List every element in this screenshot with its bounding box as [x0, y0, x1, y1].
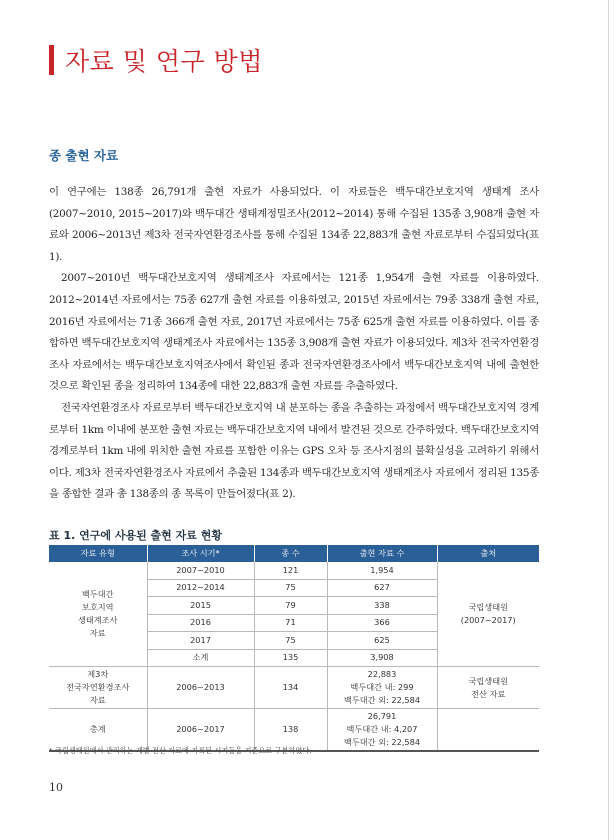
data-type-cell: 제3차 전국자연환경조사 자료 — [49, 667, 147, 709]
column-header: 출처 — [437, 545, 539, 562]
source-cell: 국립생태원 전산 자료 — [437, 667, 539, 709]
column-header: 출현 자료 수 — [327, 545, 437, 562]
body-text — [49, 182, 539, 506]
subsection-title: 종 출현 자료 — [49, 148, 119, 163]
records-cell: 625 — [327, 632, 437, 650]
records-cell: 22,883 백두대간 내: 299 백두대간 외: 22,584 — [327, 667, 437, 709]
species-cell: 134 — [254, 667, 327, 709]
records-cell: 1,954 — [327, 562, 437, 579]
paragraph: 이 연구에는 138종 26,791개 출현 자료가 사용되었다. 이 자료들은 백두대간보호지역 생태계 조사(2007~2010, 2015~2017)와 백두대간 생태계정밀조사(2012~2014) 통해 수집된 135종 3,908개 출현 자료와 2006~2013년 제3차 전국자연환경조사를 통해 수집된 134종 22,883개 출현 자료로부터 수집되었다(표 1). — [49, 186, 539, 263]
column-header: 종 수 — [254, 545, 327, 562]
table-header-row — [49, 545, 539, 562]
species-cell: 138 — [254, 709, 327, 751]
table-row — [49, 667, 539, 709]
data-type-cell: 백두대간 보호지역 생태계조사 자료 — [49, 562, 147, 667]
records-cell: 627 — [327, 579, 437, 597]
period-cell: 2017 — [147, 632, 254, 650]
page-number: 10 — [49, 781, 63, 794]
period-cell: 2016 — [147, 614, 254, 632]
paragraph: 2007~2010년 백두대간보호지역 생태계조사 자료에서는 121종 1,954개 출현 자료를 이용하였다. 2012~2014년 자료에서는 75종 627개 출현 자료를 이용하였고, 2015년 자료에서는 79종 338개 출현 자료, 2016년 자료에서는 71종 366개 출현 자료, 2017년 자료에서는 75종 625개 출현 자료를 이용하였다. 이를 종합하면 백두대간보호지역 생태계조사 자료에서는 135종 3,908개 출현 자료가 이용되었다. 제3차 전국자연환경조사 자료에서는 백두대간보호지역조사에서 확인된 종과 전국자연환경조사에서 백두대간보호지역 내에 출현한 것으로 확인된 종을 정리하여 134종에 대한 22,883개 출현 자료를 추출하였다. — [49, 272, 539, 393]
source-cell: 국립생태원 (2007~2017) — [437, 562, 539, 667]
table-row — [49, 562, 539, 579]
table-total-row — [49, 709, 539, 751]
total-label-cell: 총계 — [49, 709, 147, 751]
column-header: 조사 시기* — [147, 545, 254, 562]
species-cell: 71 — [254, 614, 327, 632]
table-caption: 표 1. 연구에 사용된 출현 자료 현황 — [49, 529, 222, 542]
subtotal-label-cell: 소계 — [147, 649, 254, 667]
species-cell: 75 — [254, 632, 327, 650]
paragraph: 전국자연환경조사 자료로부터 백두대간보호지역 내 분포하는 종을 추출하는 과정에서 백두대간보호지역 경계로부터 1km 이내에 분포한 출현 자료는 백두대간보호지역 내에서 발견된 것으로 간주하였다. 백두대간보호지역 경계로부터 1km 내에 위치한 출현 자료를 포함한 이유는 GPS 오차 등 조사지점의 불확실성을 고려하기 위해서이다. 제3차 전국자연환경조사 자료에서 추출된 134종과 백두대간보호지역 생태계조사 자료에서 정리된 135종을 종합한 결과 총 138종의 종 목록이 만들어졌다(표 2). — [49, 401, 539, 501]
column-header: 자료 유형 — [49, 545, 147, 562]
species-cell: 79 — [254, 597, 327, 615]
section-title: 자료 및 연구 방법 — [65, 47, 263, 76]
records-cell: 338 — [327, 597, 437, 615]
section-marker-bar — [49, 45, 54, 75]
records-cell: 366 — [327, 614, 437, 632]
species-cell: 75 — [254, 579, 327, 597]
section-heading — [49, 42, 263, 78]
period-cell: 2007~2010 — [147, 562, 254, 579]
period-cell: 2006~2017 — [147, 709, 254, 751]
period-cell: 2012~2014 — [147, 579, 254, 597]
records-cell: 26,791 백두대간 내: 4,207 백두대간 외: 22,584 — [327, 709, 437, 751]
period-cell: 2015 — [147, 597, 254, 615]
species-cell: 121 — [254, 562, 327, 579]
page-edge-rule — [608, 0, 609, 840]
records-cell: 3,908 — [327, 649, 437, 667]
source-cell-empty — [437, 709, 539, 751]
period-cell: 2006~2013 — [147, 667, 254, 709]
table-footnote: * 국립생태원에서 관리하는 개별 전산 자료에 기록된 시기들을 기준으로 구분하였다. — [49, 746, 312, 755]
data-table — [49, 545, 539, 752]
species-cell: 135 — [254, 649, 327, 667]
